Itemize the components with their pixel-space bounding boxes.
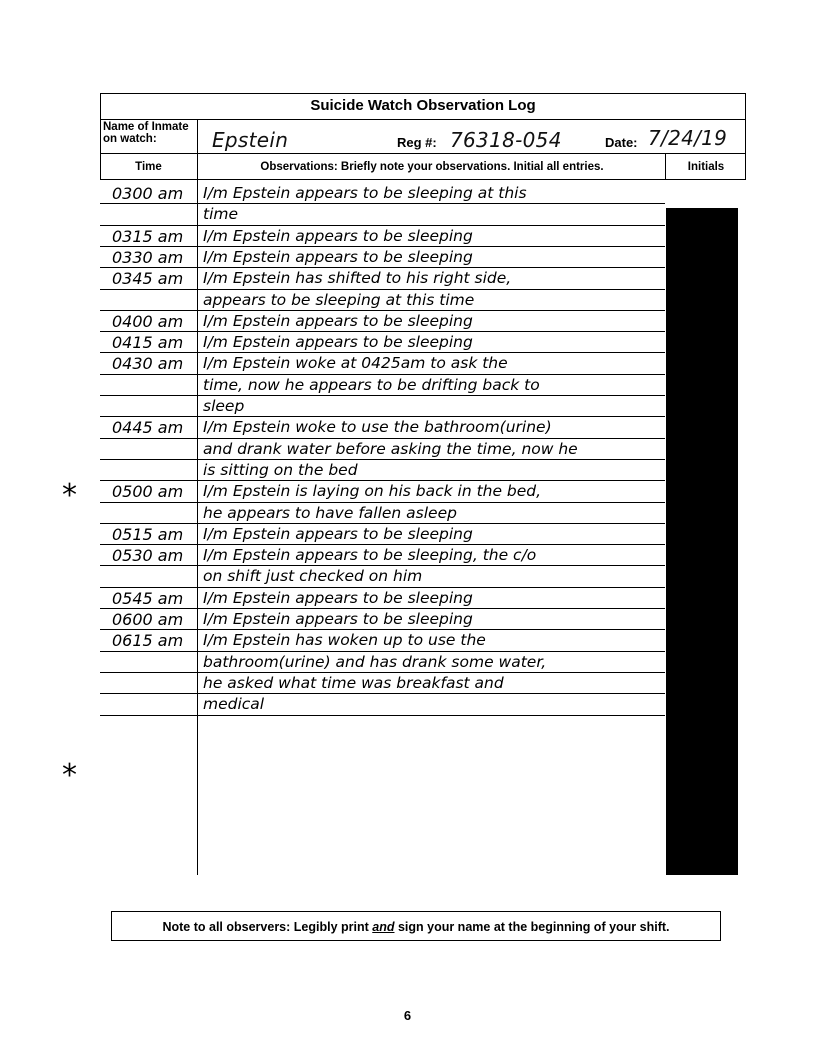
entry-observation-line: and drank water before asking the time, now he [203,439,578,458]
row-rule [100,693,665,694]
row-rule [100,331,665,332]
entry-observation-line: I/m Epstein appears to be sleeping [203,226,473,245]
asterisk-mark-0445: * [62,478,77,513]
entry-time: 0430 am [112,354,184,374]
entry-observation-line: I/m Epstein appears to be sleeping [203,247,473,266]
entry-observation-line: is sitting on the bed [203,460,358,479]
entry-observation-line: I/m Epstein is laying on his back in the bed, [203,482,542,501]
row-rule [100,480,665,481]
entry-time: 0515 am [112,524,184,544]
row-rule [100,267,665,268]
entry-observation-line: I/m Epstein has woken up to use the [203,631,486,650]
entry-observation-line: sleep [203,397,245,415]
redaction-block [666,208,738,875]
observer-note [111,911,721,941]
entry-time: 0545 am [112,588,184,608]
reg-label: Reg #: [397,135,437,150]
entry-observation-line: I/m Epstein appears to be sleeping, the c/o [203,546,537,565]
reg-number: 76318-054 [450,128,562,152]
name-label-divider [197,119,198,153]
header-divider-time [197,153,198,180]
form-title: Suicide Watch Observation Log [310,97,536,114]
note-text-post: sign your name at the beginning of your shift. [394,920,670,934]
page-number: 6 [403,1008,412,1023]
entry-observation-line: I/m Epstein appears to be sleeping [203,333,473,352]
col-initials-header: Initials [687,161,725,173]
date-value: 7/24/19 [648,126,728,150]
entry-time: 0415 am [112,333,184,353]
entry-time: 0445 am [112,418,184,438]
entry-observation-line: he appears to have fallen asleep [203,503,457,522]
asterisk-mark-0615: * [62,758,77,793]
entry-time: 0600 am [112,610,184,629]
entry-observation-line: I/m Epstein appears to be sleeping at this [203,184,527,202]
entry-observation-line: I/m Epstein appears to be sleeping [203,610,473,628]
entry-observation-line: bathroom(urine) and has drank some water, [203,652,547,671]
row-rule [100,715,665,716]
row-rule [100,565,665,566]
row-rule [100,544,665,545]
entry-observation-line: on shift just checked on him [203,567,423,586]
entry-observation-line: medical [203,695,265,714]
entry-time: 0530 am [112,546,184,566]
col-time-header: Time [135,161,162,173]
entry-time: 0345 am [112,269,184,289]
entry-observation-line: I/m Epstein has shifted to his right side, [203,269,512,288]
name-label: Name of Inmate on watch: [103,121,189,145]
inmate-name: Epstein [212,128,289,152]
time-column-divider [197,180,198,875]
entry-observation-line: time [203,205,239,224]
row-rule [100,203,665,204]
row-rule [100,395,665,396]
entry-observation-line: he asked what time was breakfast and [203,673,504,692]
row-rule [100,352,665,353]
entry-time: 0315 am [112,226,184,246]
date-label: Date: [605,135,638,150]
entry-time: 0615 am [112,631,184,651]
row-rule [100,246,665,247]
entry-observation-line: I/m Epstein woke at 0425am to ask the [203,354,508,373]
col-observations-header: Observations: Briefly note your observations. Initial all entries. [260,161,604,173]
row-rule [100,672,665,673]
row-rule [100,629,665,630]
entry-time: 0400 am [112,311,184,331]
note-emph: and [372,920,395,934]
entry-observation-line: I/m Epstein appears to be sleeping [203,311,473,330]
entry-time: 0300 am [112,184,184,203]
entry-observation-line: I/m Epstein woke to use the bathroom(urine) [203,418,552,437]
entry-observation-line: appears to be sleeping at this time [203,290,475,309]
entry-observation-line: I/m Epstein appears to be sleeping [203,588,473,607]
row-rule [100,459,665,460]
header-divider-initials [665,153,666,180]
entry-time: 0500 am [112,482,184,502]
row-rule [100,416,665,417]
entry-observation-line: I/m Epstein appears to be sleeping [203,524,473,543]
note-text-pre: Note to all observers: Legibly print [162,920,373,934]
row-rule [100,608,665,609]
entry-time: 0330 am [112,247,184,267]
entry-observation-line: time, now he appears to be drifting back to [203,375,540,394]
